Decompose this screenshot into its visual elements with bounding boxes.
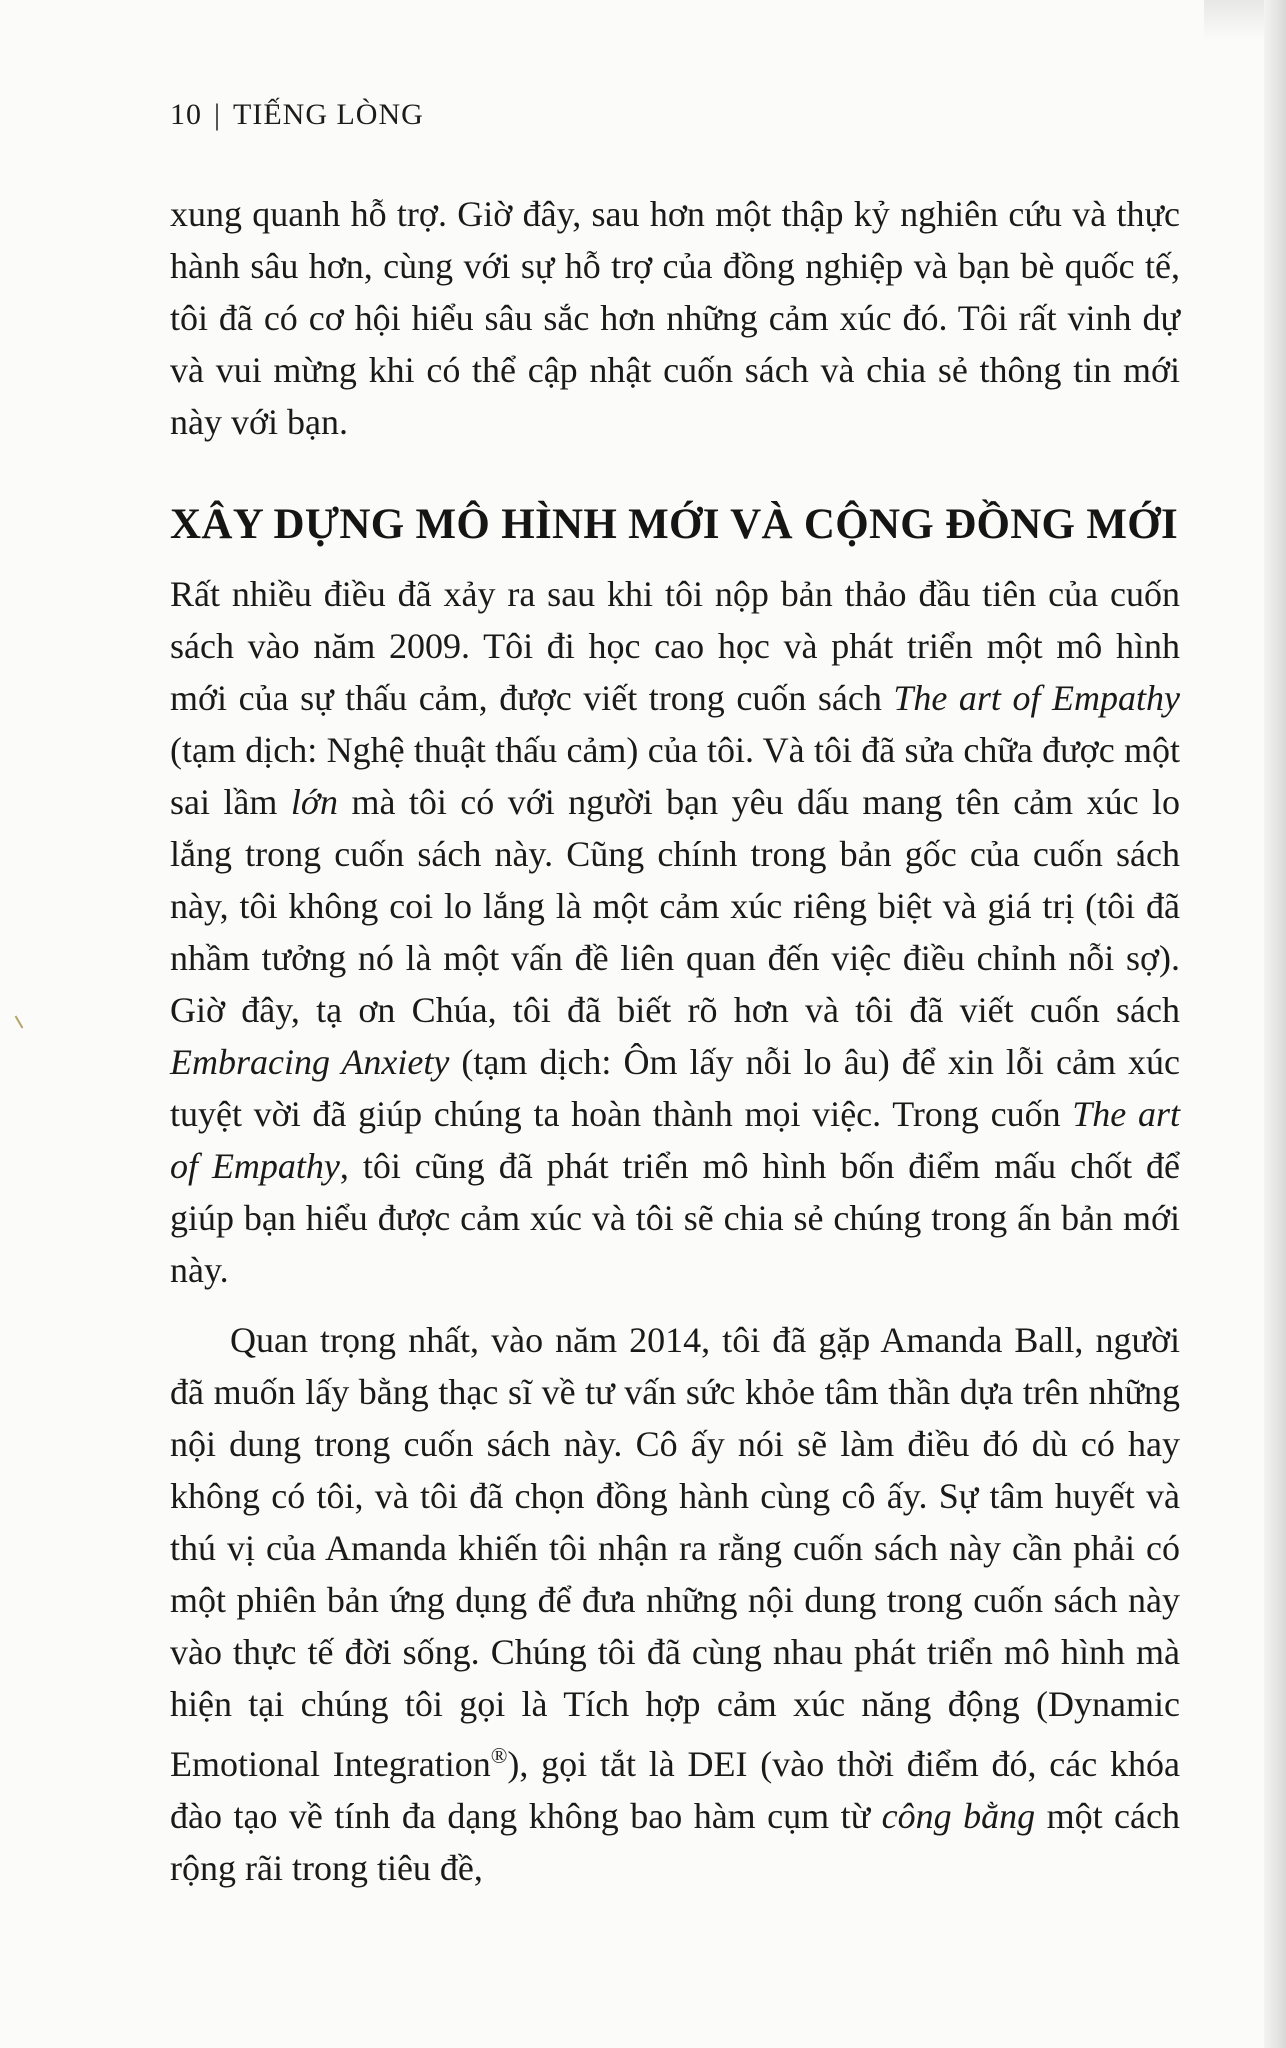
paragraph-1-text: (tạm dịch: Nghệ thuật thấu cảm) của tôi. Và tôi đã sửa chữa được một sai lầm	[170, 730, 1180, 822]
book-title: TIẾNG LÒNG	[233, 98, 424, 131]
book-title-art-of-empathy: The art of Empathy	[893, 678, 1180, 718]
paragraph-2-text: ), gọi tắt là DEI (vào thời điểm đó, các khóa đào tạo về tính đa dạng không bao hàm cụm từ	[170, 1744, 1180, 1836]
book-title-embracing-anxiety: Embracing Anxiety	[170, 1042, 450, 1082]
running-header	[170, 98, 424, 132]
registered-mark: ®	[490, 1743, 508, 1768]
paragraph-1-text: (tạm dịch: Ôm lấy nỗi lo âu) để xin lỗi cảm xúc tuyệt vời đã giúp chúng ta hoàn thành mọi việc. Trong cuốn	[170, 1042, 1180, 1134]
header-separator: |	[214, 98, 222, 131]
paragraph-2-text: một cách rộng rãi trong tiêu đề,	[170, 1796, 1180, 1888]
paragraph-2-text: Quan trọng nhất, vào năm 2014, tôi đã gặp Amanda Ball, người đã muốn lấy bằng thạc sĩ về tư vấn sức khỏe tâm thần dựa trên những nội dung trong cuốn sách này. Cô ấy nói sẽ làm điều đó dù có hay không có tôi, và tôi đã chọn đồng hành cùng cô ấy. Sự tâm huyết và thú vị của Amanda khiến tôi nhận ra rằng cuốn sách này cần phải có một phiên bản ứng dụng để đưa những nội dung trong cuốn sách này vào thực tế đời sống. Chúng tôi đã cùng nhau phát triển mô hình mà hiện tại chúng tôi gọi là Tích hợp cảm xúc năng động (Dynamic Emotional Integration	[170, 1320, 1180, 1784]
page-corner-shadow	[1204, 0, 1264, 40]
intro-paragraph: xung quanh hỗ trợ. Giờ đây, sau hơn một thập kỷ nghiên cứu và thực hành sâu hơn, cùng với sự hỗ trợ của đồng nghiệp và bạn bè quốc tế, tôi đã có cơ hội hiểu sâu sắc hơn những cảm xúc đó. Tôi rất vinh dự và vui mừng khi có thể cập nhật cuốn sách và chia sẻ thông tin mới này với bạn.	[170, 194, 1180, 442]
body-paragraph-2	[170, 1314, 1180, 1894]
paragraph-1-text: , tôi cũng đã phát triển mô hình bốn điểm mấu chốt để giúp bạn hiểu được cảm xúc và tôi sẽ chia sẻ chúng trong ấn bản mới này.	[170, 1146, 1180, 1290]
emphasis-word: lớn	[290, 782, 339, 822]
book-title-art-of-empathy: The art of Empathy	[170, 1094, 1180, 1186]
margin-mark	[15, 1015, 24, 1028]
page-number: 10	[170, 98, 202, 131]
emphasis-phrase: công bằng	[881, 1796, 1036, 1836]
paragraph-1-text: mà tôi có với người bạn yêu dấu mang tên cảm xúc lo lắng trong cuốn sách này. Cũng chính trong bản gốc của cuốn sách này, tôi không coi lo lắng là một cảm xúc riêng biệt và giá trị (tôi đã nhầm tưởng nó là một vấn đề liên quan đến việc điều chỉnh nỗi sợ). Giờ đây, tạ ơn Chúa, tôi đã biết rõ hơn và tôi đã viết cuốn sách	[170, 782, 1180, 1030]
body-paragraph-1	[170, 568, 1180, 1296]
page-edge-shadow	[1264, 0, 1286, 2048]
paragraph-1-text: Rất nhiều điều đã xảy ra sau khi tôi nộp bản thảo đầu tiên của cuốn sách vào năm 2009. Tôi đi học cao học và phát triển một mô hình mới của sự thấu cảm, được viết trong cuốn sách	[170, 574, 1180, 718]
section-heading: XÂY DỰNG MÔ HÌNH MỚI VÀ CỘNG ĐỒNG MỚI	[170, 501, 1179, 548]
